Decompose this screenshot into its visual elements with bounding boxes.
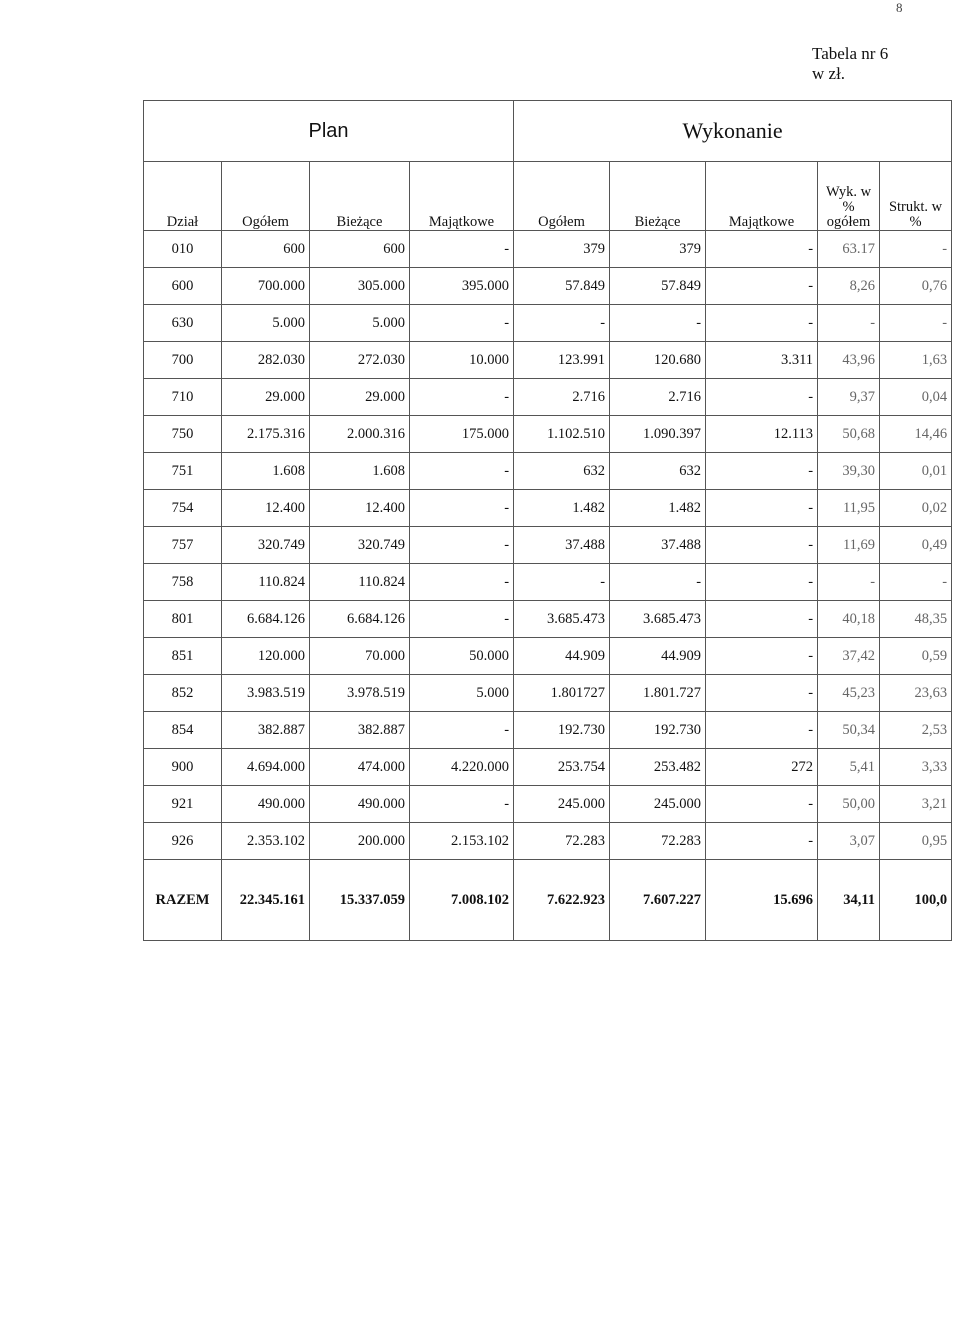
table-cell: 320.749 (222, 527, 310, 564)
table-cell: - (706, 564, 818, 601)
table-cell: - (410, 712, 514, 749)
table-cell: 632 (610, 453, 706, 490)
table-row (144, 823, 952, 860)
dzial-code-cell: 600 (144, 268, 222, 305)
table-cell: 2,53 (880, 712, 952, 749)
table-cell: 2.153.102 (410, 823, 514, 860)
table-row (144, 305, 952, 342)
total-cell: 15.696 (706, 860, 818, 941)
table-caption (812, 44, 888, 84)
table-cell: 3.685.473 (610, 601, 706, 638)
table-cell: 29.000 (310, 379, 410, 416)
table-cell: - (410, 453, 514, 490)
table-cell: 1.102.510 (514, 416, 610, 453)
table-cell: 48,35 (880, 601, 952, 638)
currency-unit: w zł. (812, 64, 846, 83)
table-cell: 39,30 (818, 453, 880, 490)
table-cell: 245.000 (514, 786, 610, 823)
table-cell: 37,42 (818, 638, 880, 675)
table-cell: - (706, 231, 818, 268)
table-cell: 4.694.000 (222, 749, 310, 786)
table-cell: 44.909 (610, 638, 706, 675)
table-cell: 43,96 (818, 342, 880, 379)
table-cell: - (410, 786, 514, 823)
total-cell: RAZEM (144, 860, 222, 941)
page-number: 8 (896, 0, 903, 15)
total-cell: 100,0 (880, 860, 952, 941)
table-cell: - (706, 379, 818, 416)
dzial-code-cell: 851 (144, 638, 222, 675)
table-cell: 50,34 (818, 712, 880, 749)
table-cell: 2.175.316 (222, 416, 310, 453)
col-header-wyk-biezace: Bieżące (610, 162, 706, 231)
table-cell: - (410, 564, 514, 601)
table-cell: 110.824 (310, 564, 410, 601)
table-cell: 29.000 (222, 379, 310, 416)
table-cell: 253.482 (610, 749, 706, 786)
table-row (144, 416, 952, 453)
table-cell: 2.716 (514, 379, 610, 416)
table-cell: 320.749 (310, 527, 410, 564)
table-cell: 50,00 (818, 786, 880, 823)
table-cell: - (880, 564, 952, 601)
col-header-dzial: Dział (144, 162, 222, 231)
total-cell: 15.337.059 (310, 860, 410, 941)
table-cell: 1.482 (514, 490, 610, 527)
total-cell: 22.345.161 (222, 860, 310, 941)
table-cell: - (410, 231, 514, 268)
table-cell: - (706, 305, 818, 342)
table-cell: 8,26 (818, 268, 880, 305)
table-cell: 4.220.000 (410, 749, 514, 786)
total-row (144, 860, 952, 941)
table-cell: 37.488 (610, 527, 706, 564)
table-cell: 395.000 (410, 268, 514, 305)
table-cell: 3.983.519 (222, 675, 310, 712)
table-cell: - (706, 490, 818, 527)
table-cell: 57.849 (610, 268, 706, 305)
table-cell: 70.000 (310, 638, 410, 675)
col-header-struktura: Strukt. w % (880, 162, 952, 231)
table-cell: - (410, 490, 514, 527)
table-cell: - (706, 527, 818, 564)
table-row (144, 749, 952, 786)
table-row (144, 638, 952, 675)
table-cell: 5.000 (310, 305, 410, 342)
table-cell: 12.113 (706, 416, 818, 453)
col-header-plan-ogolem: Ogółem (222, 162, 310, 231)
table-cell: - (514, 564, 610, 601)
dzial-code-cell: 900 (144, 749, 222, 786)
table-cell: 382.887 (222, 712, 310, 749)
table-cell: 44.909 (514, 638, 610, 675)
table-cell: - (706, 675, 818, 712)
table-cell: 175.000 (410, 416, 514, 453)
col-header-wyk-majatkowe: Majątkowe (706, 162, 818, 231)
wykonanie-group-header: Wykonanie (514, 101, 952, 162)
table-cell: 3,33 (880, 749, 952, 786)
table-cell: 1.090.397 (610, 416, 706, 453)
table-cell: 45,23 (818, 675, 880, 712)
table-cell: 632 (514, 453, 610, 490)
table-cell: 120.000 (222, 638, 310, 675)
table-cell: 2.716 (610, 379, 706, 416)
col-header-plan-majatkowe: Majątkowe (410, 162, 514, 231)
table-number: Tabela nr 6 (812, 44, 889, 63)
table-cell: 0,76 (880, 268, 952, 305)
table-cell: - (410, 379, 514, 416)
col-header-plan-biezace: Bieżące (310, 162, 410, 231)
table-row (144, 231, 952, 268)
table-cell: 1,63 (880, 342, 952, 379)
table-cell: 72.283 (610, 823, 706, 860)
table-cell: 0,04 (880, 379, 952, 416)
dzial-code-cell: 700 (144, 342, 222, 379)
table-cell: - (706, 453, 818, 490)
total-cell: 7.008.102 (410, 860, 514, 941)
dzial-code-cell: 921 (144, 786, 222, 823)
table-cell: 1.801727 (514, 675, 610, 712)
table-cell: 50.000 (410, 638, 514, 675)
table-cell: - (706, 823, 818, 860)
table-cell: 72.283 (514, 823, 610, 860)
table-body (144, 231, 952, 860)
table-cell: - (410, 527, 514, 564)
table-cell: 63.17 (818, 231, 880, 268)
table-cell: 23,63 (880, 675, 952, 712)
table-row (144, 490, 952, 527)
table-cell: 192.730 (514, 712, 610, 749)
table-cell: - (706, 786, 818, 823)
dzial-code-cell: 751 (144, 453, 222, 490)
table-cell: 379 (610, 231, 706, 268)
table-row (144, 675, 952, 712)
table-cell: 382.887 (310, 712, 410, 749)
table-cell: 5,41 (818, 749, 880, 786)
table-row (144, 453, 952, 490)
table-cell: 490.000 (310, 786, 410, 823)
table-cell: 253.754 (514, 749, 610, 786)
table-row (144, 712, 952, 749)
table-cell: 14,46 (880, 416, 952, 453)
table-cell: - (410, 601, 514, 638)
table-cell: 474.000 (310, 749, 410, 786)
col-header-wyk-ogolem: Ogółem (514, 162, 610, 231)
table-cell: 9,37 (818, 379, 880, 416)
total-cell: 7.607.227 (610, 860, 706, 941)
table-cell: 490.000 (222, 786, 310, 823)
table-cell: - (706, 638, 818, 675)
table-row (144, 342, 952, 379)
table-cell: 5.000 (222, 305, 310, 342)
table-cell: 3,21 (880, 786, 952, 823)
table-cell: - (880, 231, 952, 268)
table-cell: 245.000 (610, 786, 706, 823)
dzial-code-cell: 750 (144, 416, 222, 453)
table-cell: - (818, 564, 880, 601)
table-cell: 37.488 (514, 527, 610, 564)
total-cell: 7.622.923 (514, 860, 610, 941)
table-cell: 110.824 (222, 564, 310, 601)
table-cell: - (706, 601, 818, 638)
table-cell: 6.684.126 (310, 601, 410, 638)
table-row (144, 564, 952, 601)
dzial-code-cell: 630 (144, 305, 222, 342)
table-cell: 0,59 (880, 638, 952, 675)
table-cell: 11,95 (818, 490, 880, 527)
table-cell: 40,18 (818, 601, 880, 638)
table-cell: 12.400 (222, 490, 310, 527)
table-row (144, 527, 952, 564)
table-cell: 11,69 (818, 527, 880, 564)
table-cell: 192.730 (610, 712, 706, 749)
dzial-code-cell: 710 (144, 379, 222, 416)
budget-table (143, 100, 952, 941)
table-cell: 600 (222, 231, 310, 268)
table-cell: 2.353.102 (222, 823, 310, 860)
dzial-code-cell: 754 (144, 490, 222, 527)
dzial-code-cell: 852 (144, 675, 222, 712)
table-cell: 600 (310, 231, 410, 268)
table-cell: 379 (514, 231, 610, 268)
table-row (144, 379, 952, 416)
group-header-row (144, 101, 952, 162)
dzial-code-cell: 854 (144, 712, 222, 749)
table-cell: 272 (706, 749, 818, 786)
dzial-code-cell: 926 (144, 823, 222, 860)
table-cell: 5.000 (410, 675, 514, 712)
col-header-wyk-procent: Wyk. w % ogółem (818, 162, 880, 231)
table-cell: 123.991 (514, 342, 610, 379)
table-cell: 6.684.126 (222, 601, 310, 638)
table-cell: 272.030 (310, 342, 410, 379)
table-cell: 0,49 (880, 527, 952, 564)
table-cell: 700.000 (222, 268, 310, 305)
dzial-code-cell: 010 (144, 231, 222, 268)
table-cell: 3,07 (818, 823, 880, 860)
dzial-code-cell: 757 (144, 527, 222, 564)
plan-group-header: Plan (144, 101, 514, 162)
table-cell: 1.608 (222, 453, 310, 490)
table-cell: - (514, 305, 610, 342)
table-cell: 3.311 (706, 342, 818, 379)
dzial-code-cell: 801 (144, 601, 222, 638)
column-header-row (144, 162, 952, 231)
table-cell: - (610, 564, 706, 601)
table-cell: 200.000 (310, 823, 410, 860)
table-cell: 10.000 (410, 342, 514, 379)
table-cell: - (706, 268, 818, 305)
table-cell: 3.685.473 (514, 601, 610, 638)
table-cell: 50,68 (818, 416, 880, 453)
total-cell: 34,11 (818, 860, 880, 941)
table-cell: 1.801.727 (610, 675, 706, 712)
table-cell: 120.680 (610, 342, 706, 379)
table-cell: 0,01 (880, 453, 952, 490)
table-row (144, 268, 952, 305)
table-cell: 57.849 (514, 268, 610, 305)
table-cell: 305.000 (310, 268, 410, 305)
table-cell: 2.000.316 (310, 416, 410, 453)
table-cell: 12.400 (310, 490, 410, 527)
table-cell: 282.030 (222, 342, 310, 379)
table-cell: - (706, 712, 818, 749)
table-cell: - (410, 305, 514, 342)
table-cell: - (880, 305, 952, 342)
table-cell: 1.608 (310, 453, 410, 490)
table-cell: - (610, 305, 706, 342)
dzial-code-cell: 758 (144, 564, 222, 601)
table-cell: - (818, 305, 880, 342)
table-cell: 0,02 (880, 490, 952, 527)
table-cell: 3.978.519 (310, 675, 410, 712)
table-row (144, 786, 952, 823)
table-cell: 1.482 (610, 490, 706, 527)
table-cell: 0,95 (880, 823, 952, 860)
table-row (144, 601, 952, 638)
